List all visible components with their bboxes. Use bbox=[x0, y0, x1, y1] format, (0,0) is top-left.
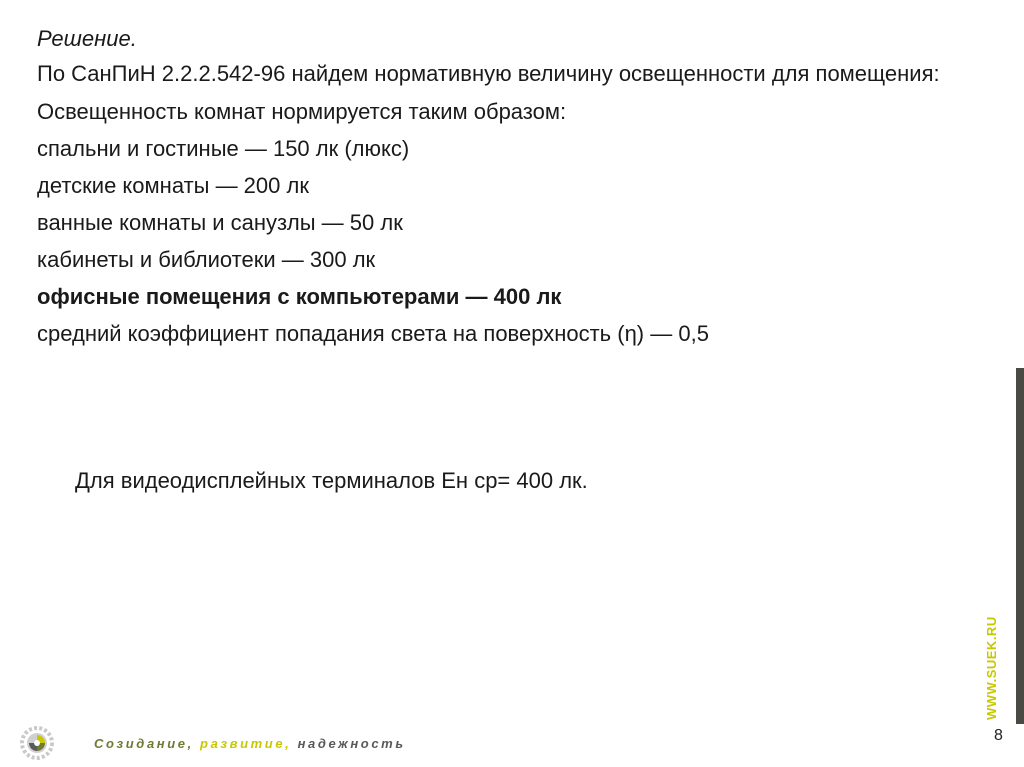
slogan-part-1: Созидание, bbox=[94, 735, 194, 751]
norm-bathrooms: ванные комнаты и санузлы — 50 лк bbox=[37, 210, 403, 235]
sanpin-paragraph: По СанПиН 2.2.2.542-96 найдем нормативную величину освещенности для помещения: bbox=[37, 61, 940, 86]
norm-bedrooms: спальни и гостиные — 150 лк (люкс) bbox=[37, 136, 410, 161]
slogan-part-3: надежность bbox=[297, 735, 406, 751]
light-coefficient: средний коэффициент попадания света на поверхность (η) — 0,5 bbox=[37, 321, 709, 346]
norm-children: детские комнаты — 200 лк bbox=[37, 173, 309, 198]
solution-title: Решение. bbox=[37, 26, 137, 51]
page-number: 8 bbox=[994, 727, 1003, 744]
suek-logo-icon bbox=[20, 726, 54, 760]
norm-offices-libraries: кабинеты и библиотеки — 300 лк bbox=[37, 247, 376, 272]
footer bbox=[20, 726, 406, 760]
site-url: WWW.SUEK.RU bbox=[984, 616, 999, 720]
slogan bbox=[94, 736, 406, 751]
slogan-part-2: развитие, bbox=[200, 735, 292, 751]
slide-body bbox=[37, 26, 977, 358]
side-accent-bar bbox=[1016, 368, 1024, 724]
norm-computer-offices: офисные помещения с компьютерами — 400 лк bbox=[37, 284, 562, 309]
vdt-note: Для видеодисплейных терминалов Ен ср= 400 лк. bbox=[75, 468, 588, 493]
norm-intro: Освещенность комнат нормируется таким образом: bbox=[37, 99, 567, 124]
